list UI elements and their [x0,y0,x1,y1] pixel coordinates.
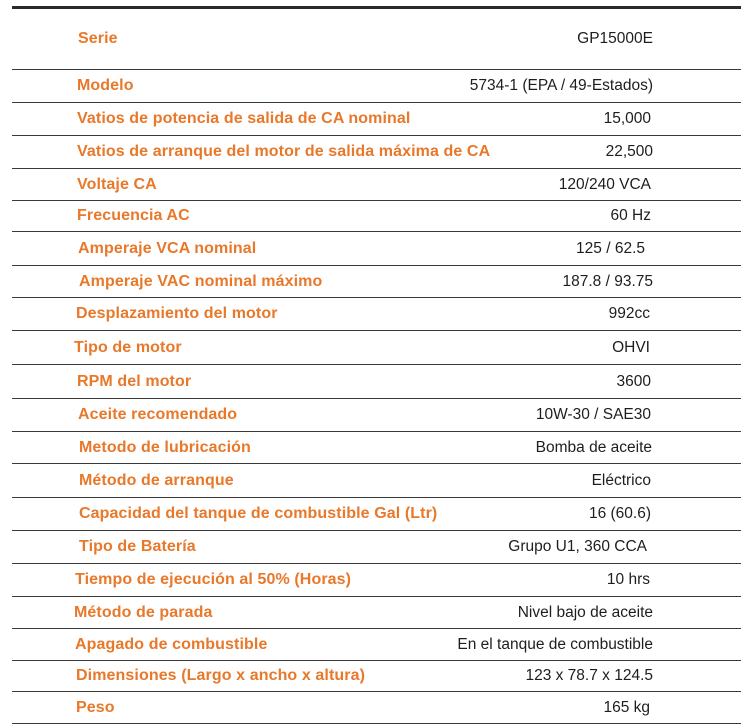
spec-label: Método de arranque [79,471,234,489]
spec-label: Frecuencia AC [77,207,190,224]
spec-row-tiempo-ejecucion [12,564,741,597]
spec-value: 22,500 [605,143,653,160]
spec-row-potencia-nominal [12,103,741,136]
spec-label: Peso [76,698,115,716]
spec-table [12,6,741,724]
spec-label: RPM del motor [77,372,192,390]
spec-row-rpm [12,365,741,399]
spec-row-amperaje-maximo [12,266,741,298]
spec-label: Serie [78,30,118,47]
spec-row-aceite [12,399,741,432]
spec-label: Vatios de arranque del motor de salida máxima de CA [77,143,491,160]
spec-label: Tiempo de ejecución al 50% (Horas) [75,571,352,588]
spec-label: Método de parada [74,603,213,621]
spec-row-tanque [12,498,741,531]
spec-row-amperaje-nominal [12,232,741,266]
spec-label: Voltaje CA [77,175,157,193]
spec-row-tipo-motor [12,331,741,365]
spec-value: 123 x 78.7 x 124.5 [525,667,653,684]
spec-value: 165 kg [603,698,650,716]
spec-row-arranque [12,464,741,498]
spec-value: 16 (60.6) [588,505,651,522]
spec-value: 187.8 / 93.75 [562,272,653,290]
spec-value: En el tanque de combustible [457,635,653,653]
spec-value: Bomba de aceite [535,438,652,456]
spec-row-parada [12,597,741,629]
spec-value: Grupo U1, 360 CCA [508,538,647,555]
spec-value: 3600 [616,372,651,390]
spec-row-dimensiones [12,661,741,692]
spec-value: 60 Hz [610,207,651,224]
spec-label: Tipo de motor [74,338,182,356]
spec-row-modelo [12,70,741,103]
spec-value: Eléctrico [591,471,651,489]
spec-value: 10W-30 / SAE30 [535,406,651,423]
spec-label: Modelo [77,77,134,94]
spec-row-serie [12,9,741,70]
spec-row-peso [12,692,741,724]
spec-row-desplazamiento [12,298,741,331]
spec-label: Tipo de Batería [79,538,196,555]
spec-row-potencia-arranque [12,136,741,169]
spec-label: Amperaje VAC nominal máximo [79,272,323,290]
spec-label: Vatios de potencia de salida de CA nominal [77,110,411,127]
spec-value: 992cc [608,305,650,322]
spec-label: Dimensiones (Largo x ancho x altura) [76,667,365,684]
spec-label: Apagado de combustible [75,635,268,653]
spec-value: 5734-1 (EPA / 49-Estados) [469,77,653,94]
spec-row-apagado-combustible [12,629,741,661]
spec-value: 120/240 VCA [558,175,651,193]
spec-label: Capacidad del tanque de combustible Gal (Ltr) [79,505,438,522]
spec-value: 125 / 62.5 [576,239,645,257]
spec-row-lubricacion [12,432,741,464]
spec-value: Nivel bajo de aceite [517,603,653,621]
spec-value: OHVI [612,338,650,356]
spec-row-bateria [12,531,741,564]
spec-value: GP15000E [577,30,653,47]
spec-label: Metodo de lubricación [79,438,251,456]
spec-row-frecuencia [12,201,741,232]
spec-value: 10 hrs [606,571,650,588]
spec-label: Desplazamiento del motor [76,305,278,322]
spec-label: Amperaje VCA nominal [78,239,257,257]
spec-label: Aceite recomendado [78,406,238,423]
spec-value: 15,000 [603,110,651,127]
spec-row-voltaje [12,169,741,201]
